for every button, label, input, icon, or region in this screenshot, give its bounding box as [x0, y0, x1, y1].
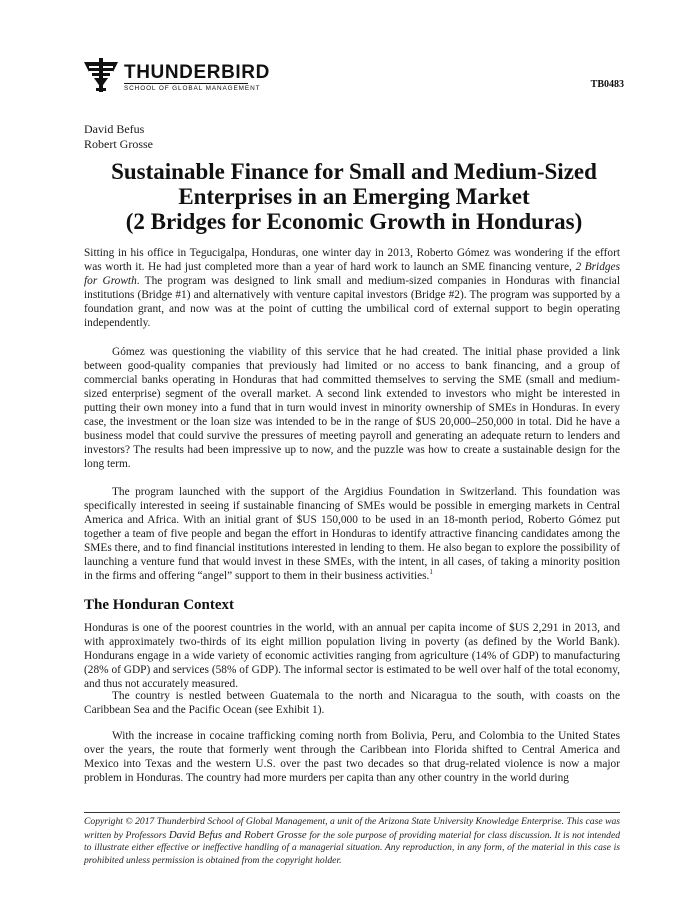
- copyright-authors: David Befus and Robert Grosse: [168, 828, 307, 841]
- author-name: David Befus: [84, 122, 145, 136]
- logo-divider: [124, 83, 248, 84]
- footnote-marker[interactable]: 1: [429, 568, 433, 577]
- section-heading: The Honduran Context: [84, 597, 235, 613]
- case-title: [84, 159, 624, 234]
- paragraph-text: The country is nestled between Guatemala to the north and Nicaragua to the south, with coasts on the Caribbean Sea and the Pacific Ocean (see Exhibit 1).: [84, 690, 620, 716]
- logo-tagline: SCHOOL OF GLOBAL MANAGEMENT: [124, 85, 261, 92]
- copyright-text: Copyright © 2017 Thunderbird School of Global Management, a unit of the Arizona State University Knowledge Enterprise. This case was written by Professors: [84, 816, 620, 841]
- paragraph-trafficking: [84, 729, 620, 785]
- paragraph-text: The program launched with the support of the Argidius Foundation in Switzerland. This foundation was specifically interested in seeing if sustainable financing of SMEs would be possible in emerging markets in Central America and Africa. With an initial grant of $US 150,000 to be used in an 18-month period, Roberto Gómez put together a team of five people and began the effort in Honduras to identify attractive financing candidates among the SMEs there, and to find financial institutions interested in lending to them. He also began to explore the possibility of launching a venture fund that would invest in these SMEs, with the intent, in all cases, of taking a minority position in the firms and offering “angel” support to them in their business activities.: [84, 486, 620, 582]
- title-line: (2 Bridges for Economic Growth in Honduras): [125, 209, 583, 234]
- paragraph-viability: [84, 345, 620, 471]
- footer-divider: [84, 812, 620, 813]
- case-id: TB0483: [590, 79, 624, 90]
- paragraph-text: Gómez was questioning the viability of this service that he had created. The initial phase provided a link between good-quality companies that previously had limited or no access to bank financing, and a group of commercial banks operating in Honduras that had committed themselves to serving the SME (small and medium-sized enterprise) segment of the overall market. A second link extended to investors who might be interested in putting their own money into a fund that in turn would invest in minority ownership of SMEs in Honduras. In every case, the investment or the loan size was intended to be in the range of $US 20,000–250,000 in total. Did he have a business model that could survive the pressures of meeting payroll and generating an adequate return to lenders and investors? The results had been impressive up to now, and the puzzle was how to create a sustainable design for the long term.: [84, 346, 620, 470]
- paragraph-text: . The program was designed to link small and medium-sized companies in Honduras with financial institutions (Bridge #1) and alternatively with venture capital investors (Bridge #2). The program was supported by a foundation grant, and now was at the point of cutting the umbilical cord of external support to begin operating independently.: [84, 275, 620, 329]
- copyright-notice: [84, 816, 620, 867]
- page-header: [84, 58, 624, 98]
- paragraph-intro: [84, 246, 620, 330]
- author-list: [84, 122, 153, 152]
- paragraph-text: With the increase in cocaine trafficking coming north from Bolivia, Peru, and Colombia to the United States over the years, the route that formerly went through the Caribbean into Florida shifted to Central America and Mexico into Texas and the western U.S. over the past two decades so that drug-related violence is now a major problem in Honduras. The country had more murders per capita than any other country in the world during: [84, 730, 620, 784]
- logo-name: THUNDERBIRD: [124, 62, 270, 83]
- title-line: Enterprises in an Emerging Market: [178, 184, 530, 209]
- paragraph-geography: [84, 689, 620, 717]
- thunderbird-emblem-icon: [84, 58, 118, 92]
- paragraph-context: [84, 621, 620, 691]
- paragraph-launch: [84, 485, 620, 583]
- program-name: 2 Bridges for Growth: [84, 261, 620, 287]
- paragraph-text: Sitting in his office in Tegucigalpa, Honduras, one winter day in 2013, Roberto Gómez was wondering if the effort was worth it. He had just completed more than a year of hard work to launch an SME financing venture,: [84, 247, 620, 273]
- author-name: Robert Grosse: [84, 137, 153, 151]
- title-line: Sustainable Finance for Small and Medium-Sized: [111, 159, 597, 184]
- copyright-text: for the sole purpose of providing material for class discussion. It is not intended to illustrate either effective or ineffective handling of a managerial situation. Any reproduction, in any form, of the material in this case is prohibited unless permission is obtained from the copyright holder.: [84, 829, 620, 866]
- paragraph-text: Honduras is one of the poorest countries in the world, with an annual per capita income of $US 2,291 in 2013, and with approximately two-thirds of its eight million population living in poverty (as defined by the World Bank). Hondurans engage in a wide variety of economic activities ranging from agriculture (14% of GDP) to manufacturing (28% of GDP) and services (58% of GDP). The informal sector is estimated to be well over half of the total economy, and thus not accurately measured.: [84, 622, 620, 690]
